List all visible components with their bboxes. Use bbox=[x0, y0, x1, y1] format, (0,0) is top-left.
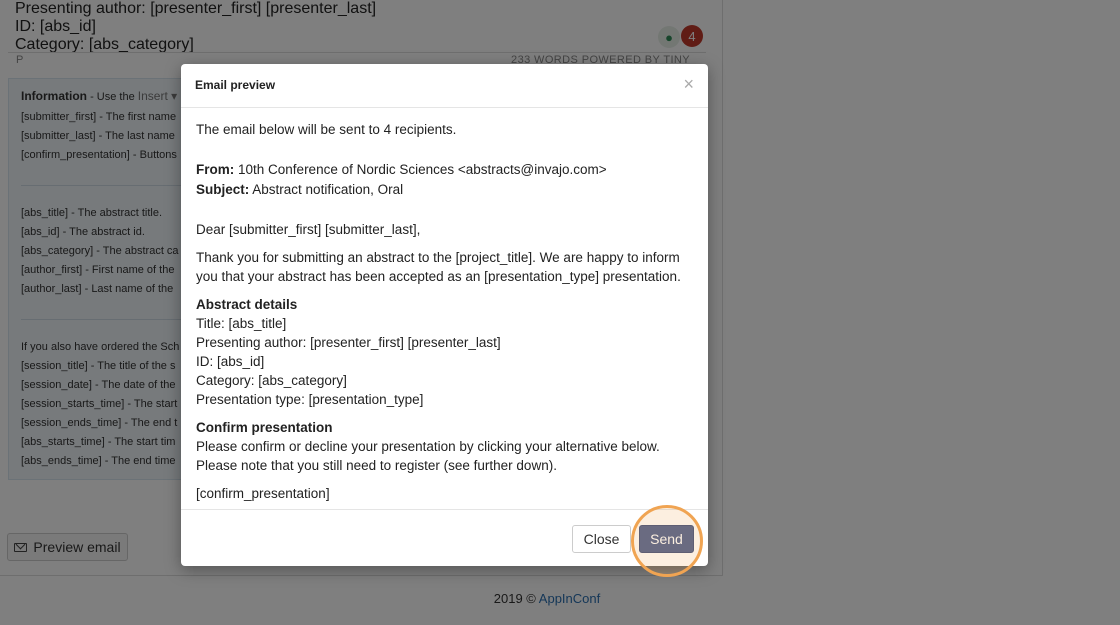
detail-line: ID: [abs_id] bbox=[196, 354, 265, 369]
recipients-line: The email below will be sent to 4 recipients. bbox=[196, 122, 457, 137]
confirm-line: Please note that you still need to register (see further down). bbox=[196, 458, 557, 473]
body-paragraph-line: Thank you for submitting an abstract to the [project_title]. We are happy to inform bbox=[196, 250, 680, 265]
detail-line: Title: [abs_title] bbox=[196, 316, 287, 331]
confirm-heading-text: Confirm presentation bbox=[196, 420, 333, 435]
subject-line bbox=[196, 180, 691, 199]
detail-line: Category: [abs_category] bbox=[196, 373, 347, 388]
confirm-heading bbox=[196, 418, 691, 437]
close-icon[interactable]: × bbox=[683, 74, 694, 94]
modal-header bbox=[181, 64, 708, 108]
send-button[interactable]: Send bbox=[639, 525, 694, 553]
abstract-details-heading bbox=[196, 295, 691, 314]
body-paragraph-line: you that your abstract has been accepted as an [presentation_type] presentation. bbox=[196, 269, 681, 284]
greeting: Dear [submitter_first] [submitter_last], bbox=[196, 222, 421, 237]
from-line bbox=[196, 160, 691, 179]
detail-line: Presenting author: [presenter_first] [presenter_last] bbox=[196, 335, 501, 350]
close-button[interactable]: Close bbox=[572, 525, 631, 553]
subject-label: Subject: bbox=[196, 182, 250, 197]
confirm-placeholder: [confirm_presentation] bbox=[196, 486, 330, 501]
abstract-details-heading-text: Abstract details bbox=[196, 297, 298, 312]
confirm-line: Please confirm or decline your presentation by clicking your alternative below. bbox=[196, 439, 660, 454]
subject-value: Abstract notification, Oral bbox=[252, 182, 404, 197]
from-value: 10th Conference of Nordic Sciences <abstracts@invajo.com> bbox=[238, 162, 607, 177]
from-label: From: bbox=[196, 162, 235, 177]
modal-title: Email preview bbox=[195, 78, 276, 92]
modal-footer bbox=[181, 509, 708, 566]
email-preview-modal bbox=[181, 64, 708, 566]
detail-line: Presentation type: [presentation_type] bbox=[196, 392, 424, 407]
modal-body bbox=[196, 108, 691, 508]
